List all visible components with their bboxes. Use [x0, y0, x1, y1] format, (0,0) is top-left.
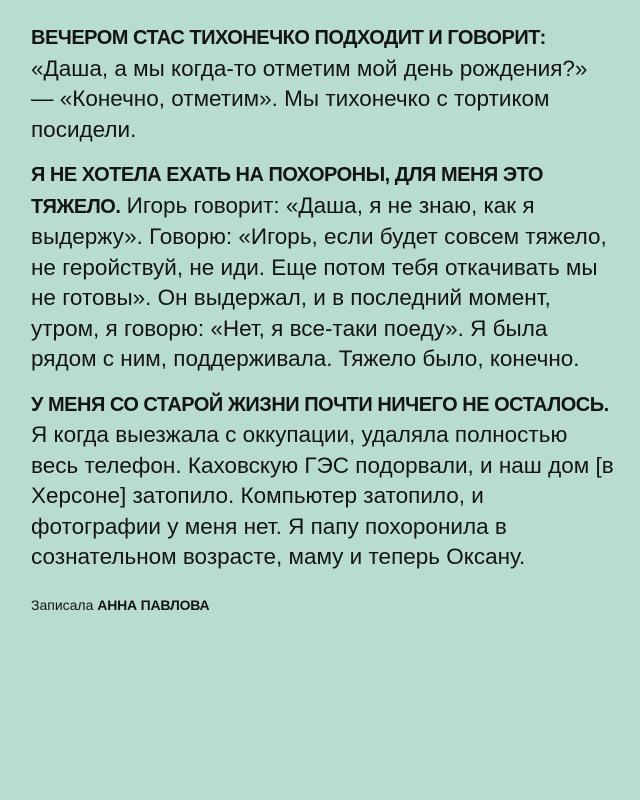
author-credit: [31, 595, 616, 615]
paragraph-birthday: [31, 22, 616, 145]
paragraph-lead: У МЕНЯ СО СТАРОЙ ЖИЗНИ ПОЧТИ НИЧЕГО НЕ ОСТАЛОСЬ.: [31, 393, 609, 416]
paragraph-old-life: [31, 389, 616, 573]
credit-author-name: АННА ПАВЛОВА: [97, 596, 210, 613]
article-text-block: [31, 22, 616, 615]
paragraph-funeral: [31, 159, 616, 375]
paragraph-body: Игорь говорит: «Даша, я не знаю, как я выдержу». Говорю: «Игорь, если будет совсем тяжело, не геройствуй, не иди. Еще потом тебя откачивать мы не готовы». Он выдержал, и в последний момент, утром, я говорю: «Нет, я все-таки поеду». Я была рядом с ним, поддерживала. Тяжело было, конечно.: [31, 192, 607, 371]
paragraph-lead: ВЕЧЕРОМ СТАС ТИХОНЕЧКО ПОДХОДИТ И ГОВОРИТ:: [31, 27, 546, 49]
paragraph-body: «Даша, а мы когда-то отметим мой день рождения?» — «Конечно, отметим». Мы тихонечко с тортиком посидели.: [31, 55, 588, 142]
paragraph-body: Я когда выезжала с оккупации, удаляла полностью весь телефон. Каховскую ГЭС подорвали, и наш дом [в Херсоне] затопило. Компьютер затопило, и фотографии у меня нет. Я папу похоронила в сознательном возрасте, маму и теперь Оксану.: [31, 422, 614, 569]
credit-label: Записала: [31, 596, 94, 613]
paragraph-lead: Я НЕ ХОТЕЛА ЕХАТЬ НА ПОХОРОНЫ, ДЛЯ МЕНЯ ЭТО ТЯЖЕЛО.: [31, 164, 543, 218]
